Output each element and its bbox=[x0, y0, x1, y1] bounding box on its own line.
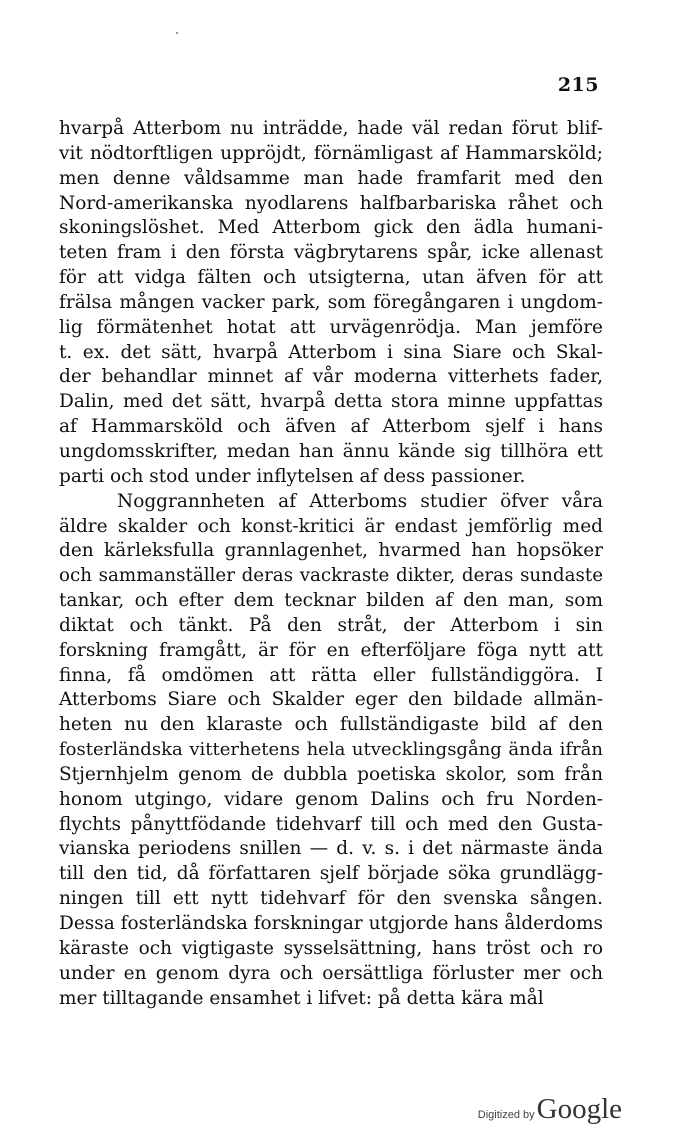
text-line: käraste och vigtigaste sysselsättning, hans tröst och ro bbox=[59, 937, 603, 959]
text-line: för att vidga fälten och utsigterna, utan äfven för att bbox=[59, 267, 603, 289]
body-text bbox=[59, 117, 603, 1011]
text-line: till den tid, då författaren sjelf började söka grundlägg- bbox=[59, 863, 603, 885]
text-line: äldre skalder och konst-kritici är endast jemförlig med bbox=[59, 515, 603, 537]
text-line: finna, få omdömen att rätta eller fullständiggöra. I bbox=[59, 664, 603, 686]
text-line: mer tilltagande ensamhet i lifvet: på detta kära mål bbox=[59, 987, 544, 1009]
text-line: der behandlar minnet af vår moderna vitterhets fader, bbox=[59, 366, 603, 388]
text-line: diktat och tänkt. På den stråt, der Atterbom i sin bbox=[59, 614, 603, 636]
text-line: Atterboms Siare och Skalder eger den bildade allmän- bbox=[59, 689, 603, 711]
text-line: heten nu den klaraste och fullständigaste bild af den bbox=[59, 714, 603, 736]
text-line: skoningslöshet. Med Atterbom gick den ädla humani- bbox=[59, 217, 603, 239]
text-line: den kärleksfulla grannlagenhet, hvarmed han hopsöker bbox=[59, 540, 603, 562]
text-line: ungdomsskrifter, medan han ännu kände sig tillhöra ett bbox=[59, 440, 603, 462]
text-line: ningen till ett nytt tidehvarf för den svenska sången. bbox=[59, 888, 603, 910]
text-line: lig förmätenhet hotat att urvägenrödja. Man jemföre bbox=[59, 316, 603, 338]
text-line: men denne våldsamme man hade framfarit med den bbox=[59, 167, 603, 189]
text-line: Nord-amerikanska nyodlarens halfbarbariska råhet och bbox=[59, 192, 603, 214]
page-number: 215 bbox=[557, 74, 599, 96]
text-line: tankar, och efter dem tecknar bilden af den man, som bbox=[59, 590, 603, 612]
text-line: af Hammarsköld och äfven af Atterbom sjelf i hans bbox=[59, 416, 603, 438]
google-logo: Google bbox=[536, 1093, 622, 1125]
text-line: Noggrannheten af Atterboms studier öfver våra bbox=[117, 490, 603, 512]
text-line: Stjernhjelm genom de dubbla poetiska skolor, som från bbox=[59, 763, 603, 785]
text-line: hvarpå Atterbom nu inträdde, hade väl redan förut blif- bbox=[59, 118, 603, 139]
text-line: vit nödtorftligen uppröjdt, förnämligast af Hammarsköld; bbox=[59, 142, 603, 164]
text-line: frälsa mången vacker park, som föregångaren i ungdom- bbox=[59, 291, 603, 313]
text-line: forskning framgått, är för en efterföljare föga nytt att bbox=[59, 639, 603, 661]
text-line: vianska periodens snillen — d. v. s. i det närmaste ända bbox=[59, 838, 603, 860]
text-line: flychts pånyttfödande tidehvarf till och med den Gusta- bbox=[59, 813, 603, 835]
text-line: under en genom dyra och oersättliga förluster mer och bbox=[59, 962, 603, 984]
stray-ink-dot bbox=[176, 32, 178, 34]
text-line: Dalin, med det sätt, hvarpå detta stora minne uppfattas bbox=[59, 391, 603, 413]
text-line: parti och stod under inflytelsen af dess passioner. bbox=[59, 465, 526, 487]
text-line: honom utgingo, vidare genom Dalins och fru Norden- bbox=[59, 788, 603, 810]
text-line: och sammanställer deras vackraste dikter, deras sundaste bbox=[59, 565, 603, 587]
text-line: Dessa fosterländska forskningar utgjorde hans ålderdoms bbox=[59, 913, 603, 934]
text-line: fosterländska vitterhetens hela utvecklingsgång ända ifrån bbox=[59, 739, 603, 761]
text-line: t. ex. det sätt, hvarpå Atterbom i sina Siare och Skal- bbox=[59, 341, 603, 363]
watermark-prefix: Digitized by bbox=[477, 1109, 535, 1121]
digitized-watermark bbox=[478, 1093, 622, 1126]
text-line: teten fram i den första vägbrytarens spår, icke allenast bbox=[59, 242, 603, 264]
